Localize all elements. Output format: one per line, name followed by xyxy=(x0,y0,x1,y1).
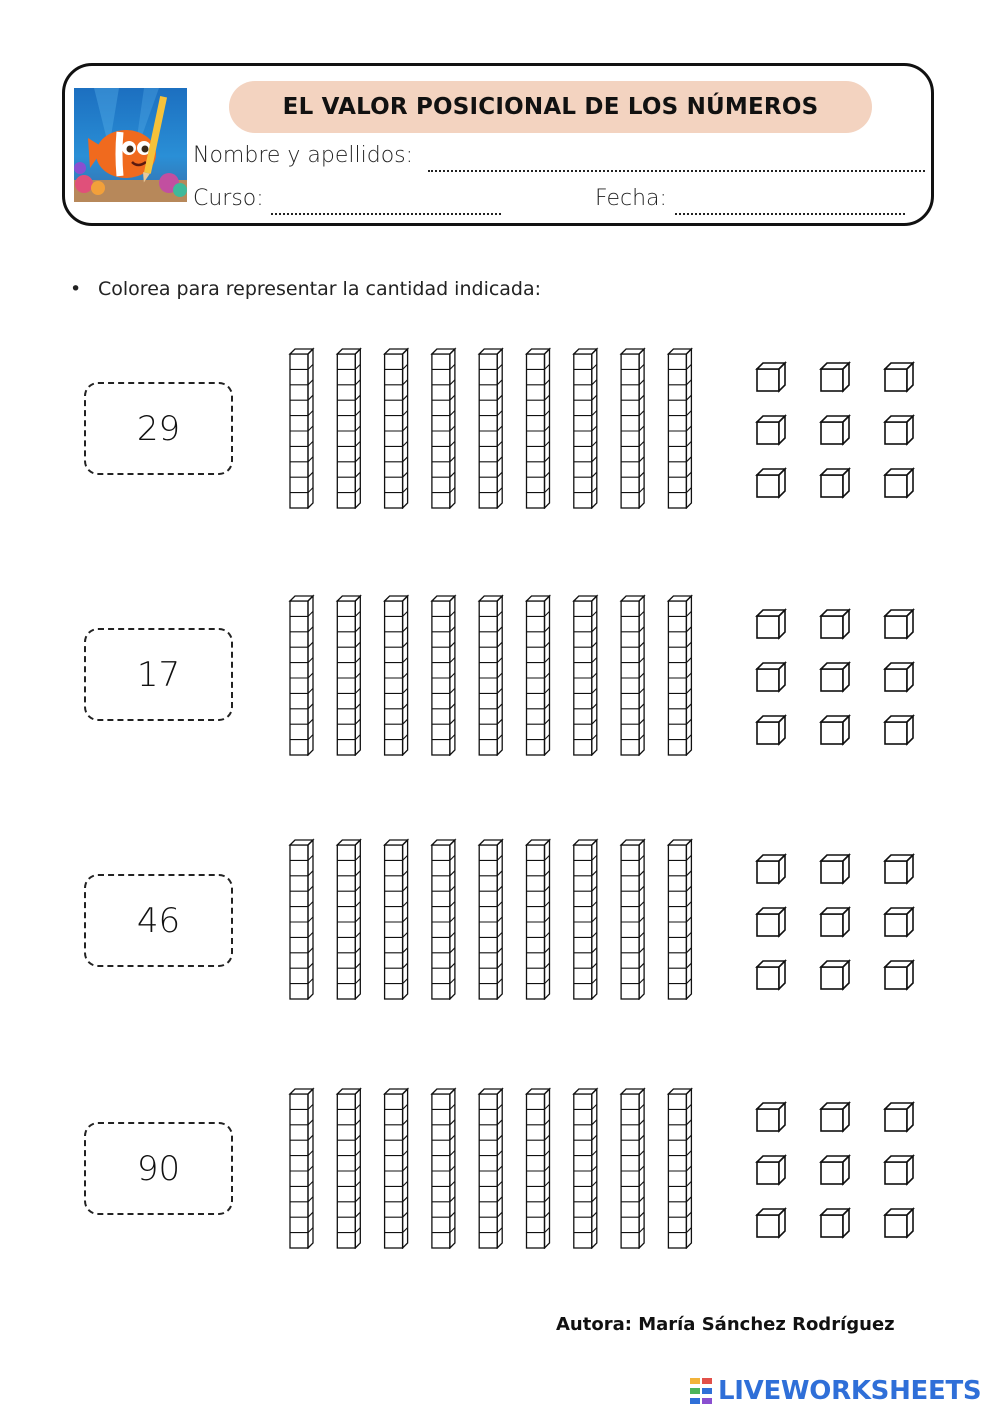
unit-cube[interactable] xyxy=(757,961,785,989)
ten-rod[interactable] xyxy=(385,840,408,999)
course-field[interactable] xyxy=(271,213,501,215)
ten-rod[interactable] xyxy=(385,1089,408,1248)
unit-cube[interactable] xyxy=(821,416,849,444)
course-label: Curso: xyxy=(193,186,264,211)
unit-cubes-4[interactable] xyxy=(752,1100,922,1246)
ten-rod[interactable] xyxy=(668,349,691,508)
unit-cube[interactable] xyxy=(885,716,913,744)
ten-rod[interactable] xyxy=(574,596,597,755)
unit-cube[interactable] xyxy=(885,469,913,497)
ten-rod[interactable] xyxy=(668,596,691,755)
unit-cube[interactable] xyxy=(885,908,913,936)
number-box-3: 46 xyxy=(84,874,233,967)
ten-rod[interactable] xyxy=(479,840,502,999)
ten-rod[interactable] xyxy=(527,840,550,999)
unit-cube[interactable] xyxy=(821,716,849,744)
number-box-1: 29 xyxy=(84,382,233,475)
unit-cube[interactable] xyxy=(757,1156,785,1184)
tens-rods-4[interactable] xyxy=(283,1087,695,1249)
number-box-4: 90 xyxy=(84,1122,233,1215)
unit-cube[interactable] xyxy=(885,1103,913,1131)
liveworksheets-icon xyxy=(690,1378,714,1404)
ten-rod[interactable] xyxy=(432,840,455,999)
tens-rods-2[interactable] xyxy=(283,594,695,756)
ten-rod[interactable] xyxy=(527,349,550,508)
unit-cube[interactable] xyxy=(821,855,849,883)
unit-cube[interactable] xyxy=(885,961,913,989)
unit-cube[interactable] xyxy=(821,908,849,936)
ten-rod[interactable] xyxy=(337,840,360,999)
unit-cube[interactable] xyxy=(757,663,785,691)
unit-cube[interactable] xyxy=(821,663,849,691)
name-field[interactable] xyxy=(428,170,925,172)
unit-cube[interactable] xyxy=(821,1209,849,1237)
ten-rod[interactable] xyxy=(385,596,408,755)
unit-cube[interactable] xyxy=(757,855,785,883)
author-credit: Autora: María Sánchez Rodríguez xyxy=(556,1314,895,1335)
unit-cubes-3[interactable] xyxy=(752,852,922,998)
ten-rod[interactable] xyxy=(290,840,313,999)
number-box-2: 17 xyxy=(84,628,233,721)
bullet-icon: • xyxy=(70,278,82,300)
ten-rod[interactable] xyxy=(574,1089,597,1248)
unit-cube[interactable] xyxy=(885,855,913,883)
instruction-text: Colorea para representar la cantidad indicada: xyxy=(98,278,542,300)
ten-rod[interactable] xyxy=(290,1089,313,1248)
unit-cubes-1[interactable] xyxy=(752,360,922,506)
ten-rod[interactable] xyxy=(337,349,360,508)
unit-cube[interactable] xyxy=(757,716,785,744)
unit-cube[interactable] xyxy=(885,1156,913,1184)
unit-cube[interactable] xyxy=(885,363,913,391)
ten-rod[interactable] xyxy=(621,840,644,999)
tens-rods-3[interactable] xyxy=(283,838,695,1000)
ten-rod[interactable] xyxy=(290,349,313,508)
unit-cube[interactable] xyxy=(757,1209,785,1237)
unit-cube[interactable] xyxy=(821,1156,849,1184)
unit-cube[interactable] xyxy=(757,1103,785,1131)
ten-rod[interactable] xyxy=(527,596,550,755)
ten-rod[interactable] xyxy=(574,840,597,999)
unit-cube[interactable] xyxy=(757,908,785,936)
instruction xyxy=(70,278,541,300)
unit-cube[interactable] xyxy=(885,663,913,691)
page-title: EL VALOR POSICIONAL DE LOS NÚMEROS xyxy=(229,81,872,133)
unit-cube[interactable] xyxy=(821,1103,849,1131)
unit-cube[interactable] xyxy=(757,610,785,638)
unit-cube[interactable] xyxy=(821,961,849,989)
ten-rod[interactable] xyxy=(385,349,408,508)
liveworksheets-logo xyxy=(690,1373,981,1409)
ten-rod[interactable] xyxy=(527,1089,550,1248)
tens-rods-1[interactable] xyxy=(283,347,695,509)
ten-rod[interactable] xyxy=(621,349,644,508)
unit-cubes-2[interactable] xyxy=(752,607,922,753)
unit-cube[interactable] xyxy=(757,469,785,497)
unit-cube[interactable] xyxy=(821,469,849,497)
ten-rod[interactable] xyxy=(432,349,455,508)
unit-cube[interactable] xyxy=(821,363,849,391)
ten-rod[interactable] xyxy=(668,1089,691,1248)
unit-cube[interactable] xyxy=(885,416,913,444)
ten-rod[interactable] xyxy=(337,596,360,755)
ten-rod[interactable] xyxy=(621,596,644,755)
ten-rod[interactable] xyxy=(479,596,502,755)
ten-rod[interactable] xyxy=(337,1089,360,1248)
ten-rod[interactable] xyxy=(479,349,502,508)
unit-cube[interactable] xyxy=(757,416,785,444)
clownfish-illustration xyxy=(74,88,187,202)
unit-cube[interactable] xyxy=(821,610,849,638)
unit-cube[interactable] xyxy=(885,1209,913,1237)
ten-rod[interactable] xyxy=(290,596,313,755)
brand-name: LIVEWORKSHEETS xyxy=(718,1376,982,1406)
ten-rod[interactable] xyxy=(432,596,455,755)
ten-rod[interactable] xyxy=(432,1089,455,1248)
date-field[interactable] xyxy=(675,213,905,215)
ten-rod[interactable] xyxy=(621,1089,644,1248)
unit-cube[interactable] xyxy=(885,610,913,638)
ten-rod[interactable] xyxy=(479,1089,502,1248)
date-label: Fecha: xyxy=(595,186,667,211)
unit-cube[interactable] xyxy=(757,363,785,391)
ten-rod[interactable] xyxy=(574,349,597,508)
name-label: Nombre y apellidos: xyxy=(193,143,414,168)
ten-rod[interactable] xyxy=(668,840,691,999)
